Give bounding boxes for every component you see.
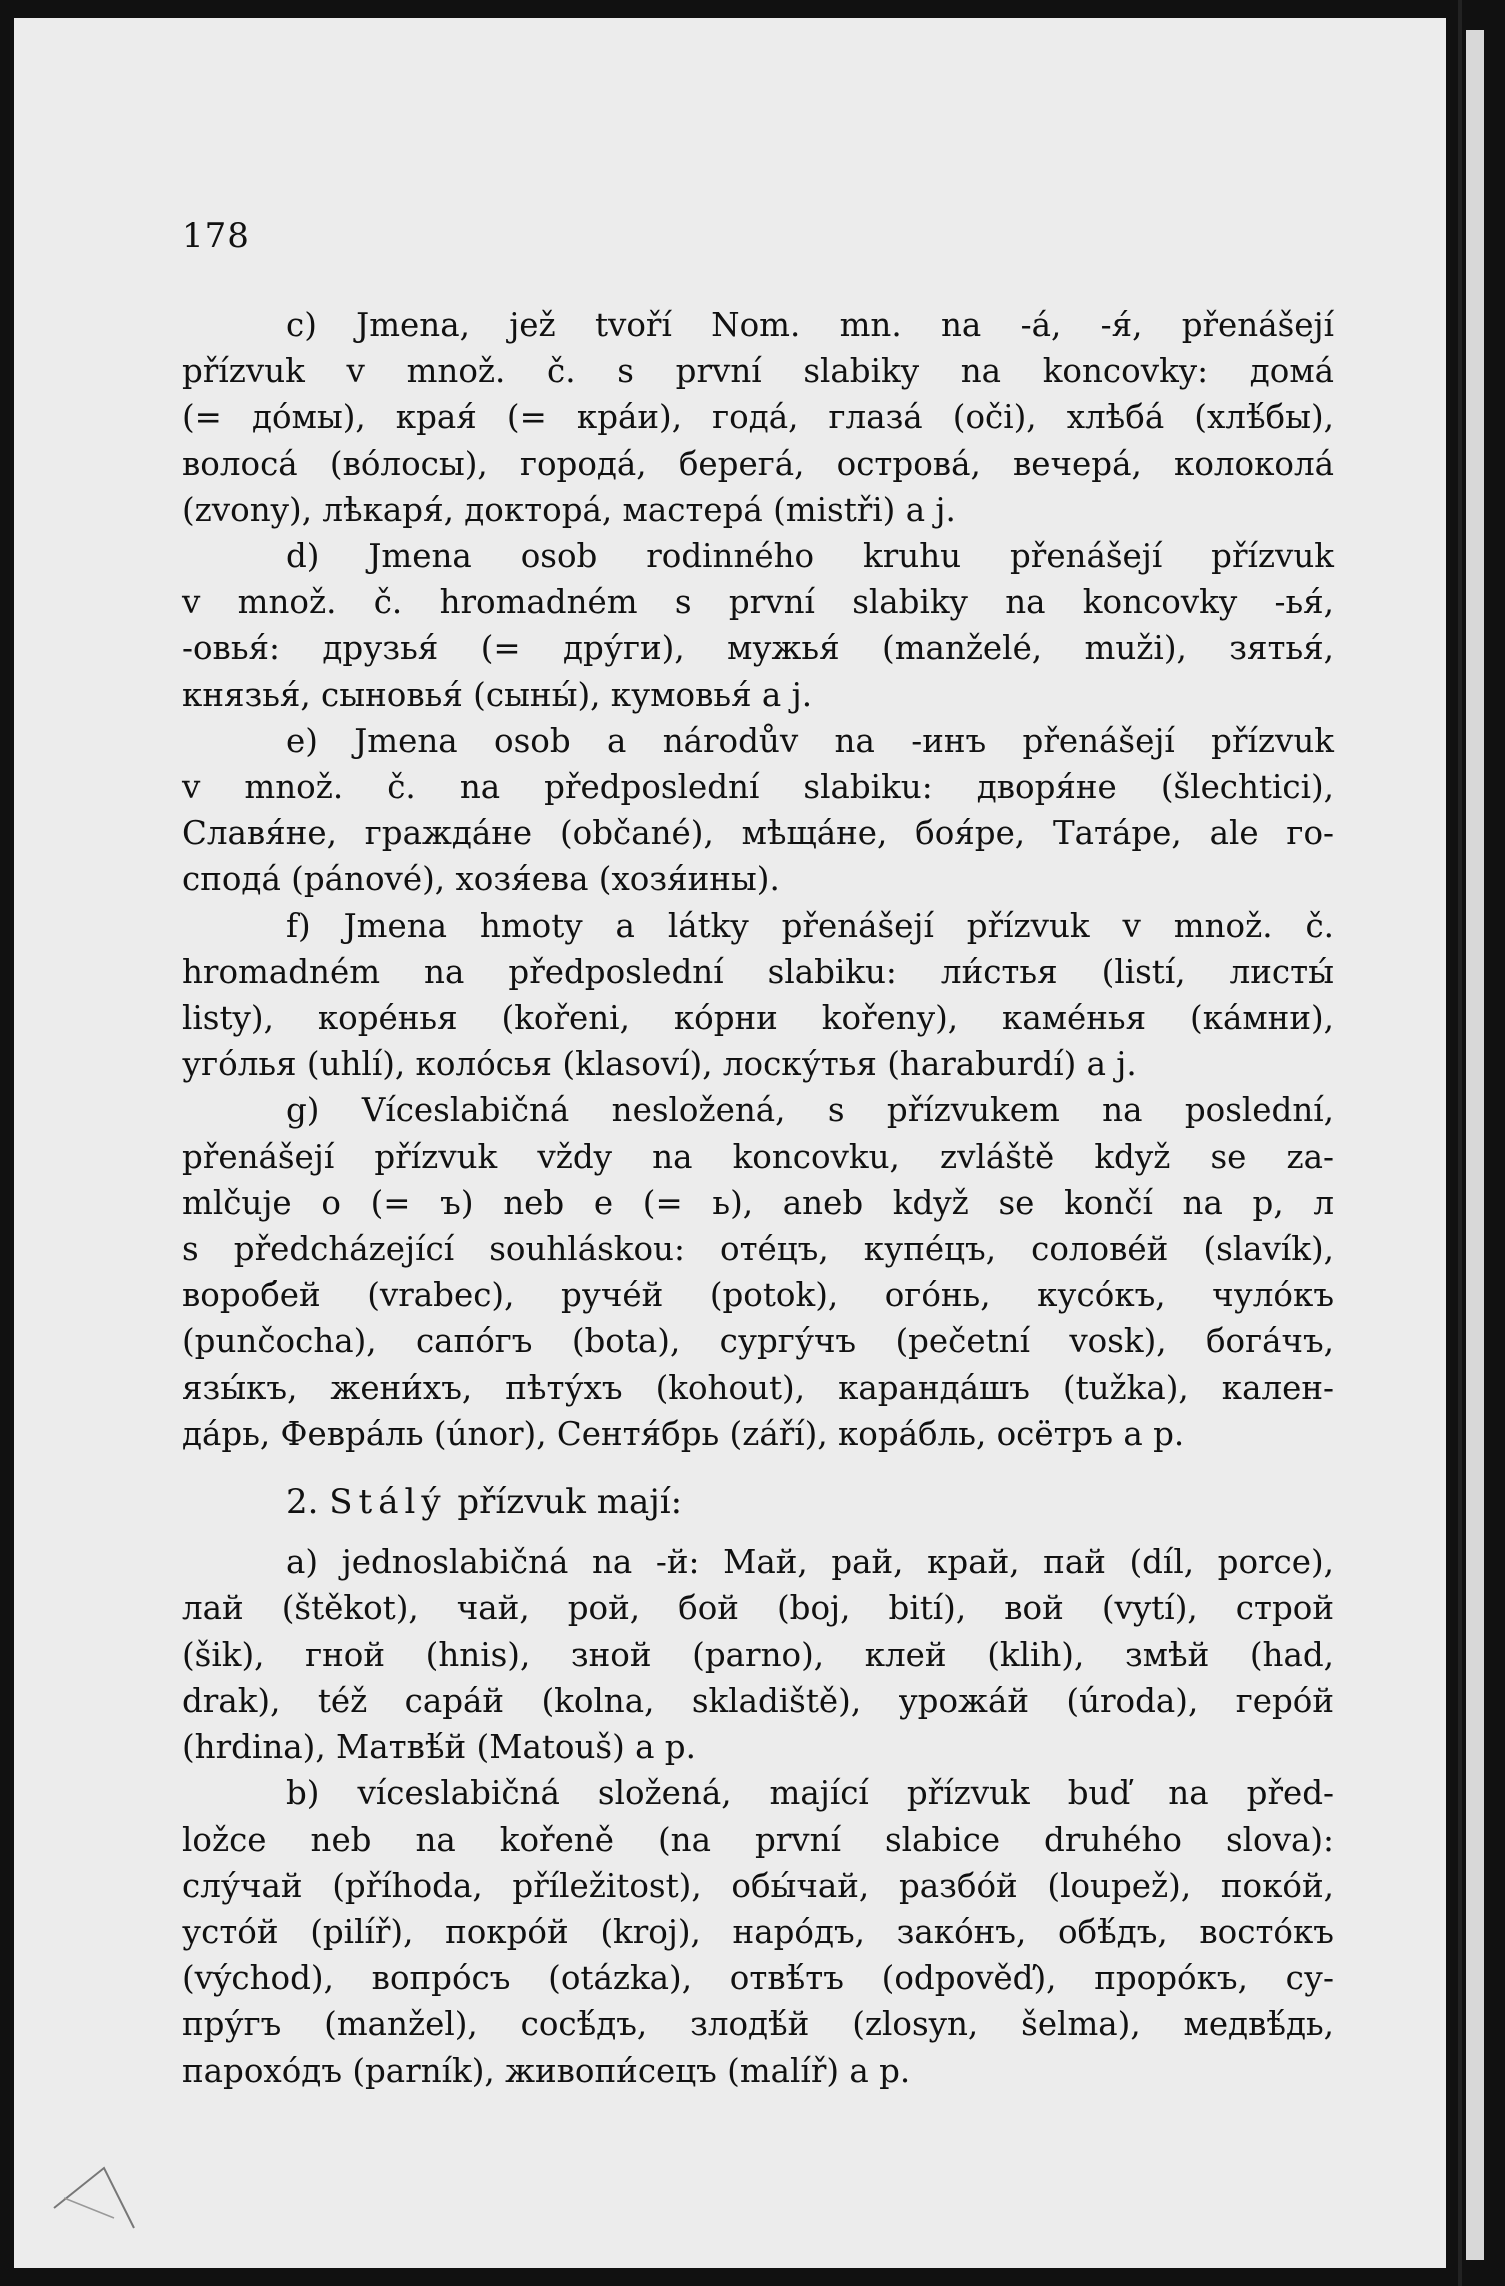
text-line: уго́лья (uhlí), коло́сья (klasoví), лоску́тья (haraburdí) a j. bbox=[182, 1045, 1137, 1084]
text-line: d) Jmena osob rodinného kruhu přenášejí přízvuk bbox=[286, 537, 1334, 576]
paragraph-e bbox=[182, 718, 1334, 903]
text-line: Славя́не, гражда́не (občané), мѣща́не, боя́ре, Тата́ре, ale го- bbox=[182, 814, 1334, 853]
text-line: přízvuk v množ. č. s první slabiky na koncovky: домá bbox=[182, 352, 1334, 391]
page-number: 178 bbox=[182, 216, 250, 256]
text-line: s předcházející souhláskou: оте́цъ, купе́цъ, солове́й (slavík), bbox=[182, 1230, 1334, 1269]
section-number: 2. bbox=[286, 1482, 319, 1523]
text-line: b) víceslabičná složená, mající přízvuk buď na před- bbox=[286, 1774, 1334, 1813]
text-line: mlčuje o (= ъ) neb e (= ь), aneb když se končí na р, л bbox=[182, 1183, 1334, 1222]
text-line: (šik), гной (hnis), зной (parno), клей (klih), змѣй (had, bbox=[182, 1635, 1334, 1674]
text-line: пру́гъ (manžel), сосѣ́дъ, злодѣ́й (zlosyn, šelma), медвѣ́дь, bbox=[182, 2005, 1334, 2044]
book-page bbox=[14, 18, 1446, 2268]
paragraph-g bbox=[182, 1087, 1334, 1457]
rule-list-2 bbox=[182, 1539, 1334, 2093]
page-edge-line bbox=[1458, 0, 1462, 2286]
text-line: (zvony), лѣкаря́, докторá, мастерá (mistři) a j. bbox=[182, 490, 956, 529]
page-edge-strip bbox=[1466, 30, 1484, 2260]
paragraph-b bbox=[182, 1770, 1334, 2093]
text-line: (východ), вопро́съ (otázka), отвѣ́тъ (odpověď), проро́къ, су- bbox=[182, 1959, 1334, 1998]
text-line: язы́къ, жени́хъ, пѣту́хъ (kohout), каранда́шъ (tužka), кален- bbox=[182, 1368, 1334, 1407]
text-line: усто́й (pilíř), покро́й (kroj), наро́дъ, зако́нъ, обѣ́дъ, восто́къ bbox=[182, 1912, 1334, 1951]
text-line: v množ. č. na předposlední slabiku: дворя́не (šlechtici), bbox=[182, 768, 1334, 807]
text-line: a) jednoslabičná na -й: Май, рай, край, пай (díl, porce), bbox=[286, 1543, 1334, 1582]
text-line: g) Víceslabičná nesložená, s přízvukem na poslední, bbox=[286, 1091, 1334, 1130]
text-line: лай (štěkot), чай, рой, бой (boj, bití), вой (vytí), строй bbox=[182, 1589, 1334, 1628]
page-body bbox=[182, 302, 1334, 2094]
text-line: (= до́мы), края́ (= кра́и), годá, глазá (oči), хлѣбá (хлѣ́бы), bbox=[182, 398, 1334, 437]
text-line: князья́, сыновья́ (сыны́), кумовья́ a j. bbox=[182, 675, 813, 714]
text-line: (punčocha), сапо́гъ (bota), сургу́чъ (pečetní vosk), бога́чъ, bbox=[182, 1322, 1334, 1361]
text-line: -овья́: друзья́ (= дру́ги), мужья́ (manželé, muži), зятья́, bbox=[182, 629, 1334, 668]
text-line: волосá (во́лосы), городá, берегá, островá, вечерá, колоколá bbox=[182, 444, 1334, 483]
text-line: f) Jmena hmoty a látky přenášejí přízvuk v množ. č. bbox=[286, 906, 1334, 945]
text-line: e) Jmena osob a národův na -инъ přenášejí přízvuk bbox=[286, 721, 1334, 760]
paragraph-f bbox=[182, 903, 1334, 1088]
corner-pencil-mark bbox=[44, 2148, 164, 2238]
text-line: (hrdina), Матвѣ́й (Matouš) a p. bbox=[182, 1728, 696, 1767]
text-line: парохо́дъ (parník), живопи́сецъ (malíř) a p. bbox=[182, 2051, 911, 2090]
text-line: вороб́ей (vrabec), руче́й (potok), ого́нь, кусо́къ, чуло́къ bbox=[182, 1276, 1334, 1315]
section-keyword: Stálý bbox=[329, 1482, 447, 1523]
section-rest: přízvuk mají: bbox=[457, 1482, 683, 1523]
text-line: слу́чай (příhoda, příležitost), обы́чай, разбо́й (loupež), поко́й, bbox=[182, 1866, 1334, 1905]
text-line: listy), коре́нья (kořeni, ко́рни kořeny), каме́нья (ка́мни), bbox=[182, 999, 1334, 1038]
text-line: да́рь, Февра́ль (únor), Сентя́брь (září), кора́бль, осётръ a p. bbox=[182, 1414, 1185, 1453]
paragraph-d bbox=[182, 533, 1334, 718]
text-line: v množ. č. hromadném s první slabiky na koncovky -ья́, bbox=[182, 583, 1334, 622]
text-line: hromadném na předposlední slabiku: ли́стья (listí, листы́ bbox=[182, 952, 1334, 991]
rule-list-1 bbox=[182, 302, 1334, 1457]
text-line: ložce neb na kořeně (na první slabice druhého slova): bbox=[182, 1820, 1334, 1859]
paragraph-c bbox=[182, 302, 1334, 533]
text-line: drak), též сара́й (kolna, skladiště), урожа́й (úroda), геро́й bbox=[182, 1681, 1334, 1720]
text-line: c) Jmena, jež tvoří Nom. mn. na -á, -я́, přenášejí bbox=[286, 306, 1334, 344]
paragraph-a bbox=[182, 1539, 1334, 1770]
section-title bbox=[286, 1479, 1334, 1525]
text-line: přenášejí přízvuk vždy na koncovku, zvláště když se za- bbox=[182, 1137, 1334, 1176]
text-line: сподá (pánové), хозя́ева (хозя́ины). bbox=[182, 860, 780, 899]
